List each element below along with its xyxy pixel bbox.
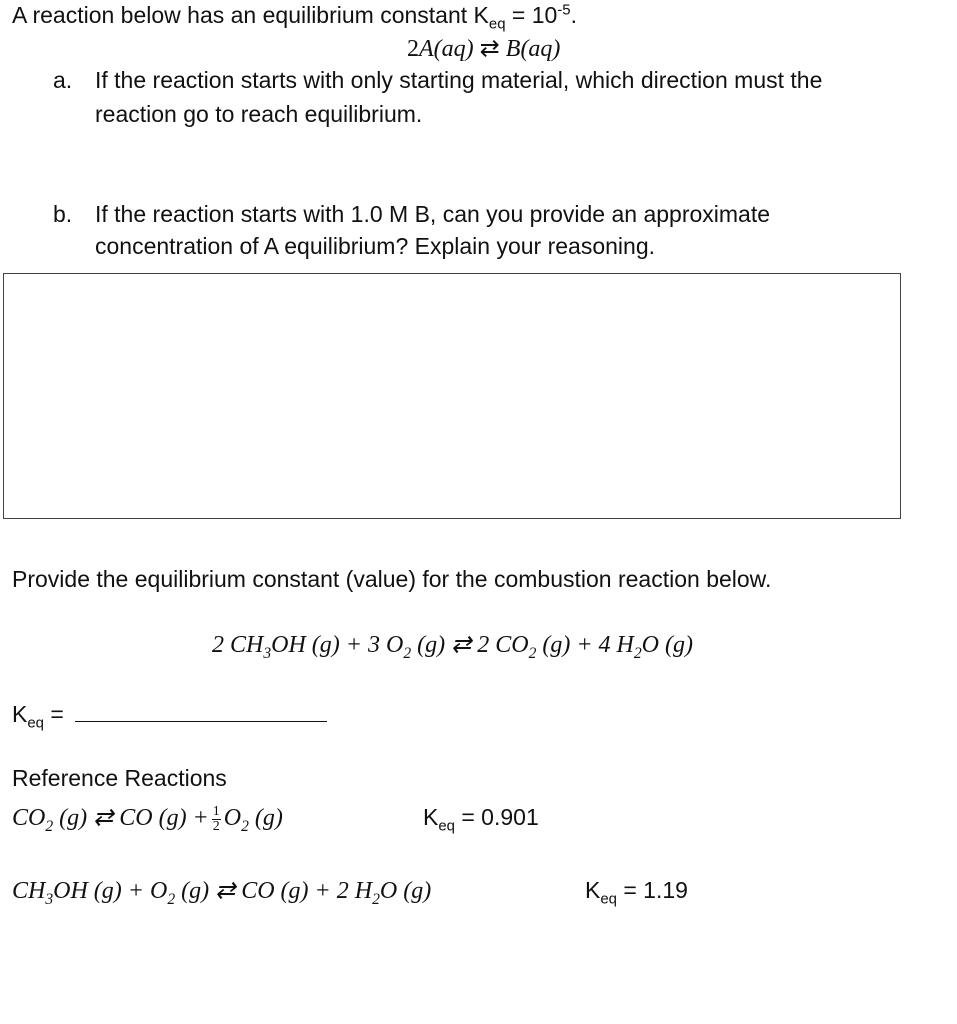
part-a-marker: a. <box>53 67 73 93</box>
part-b-marker: b. <box>53 201 73 227</box>
reaction-a-to-b: 2A(aq) ⇄ B(aq) <box>407 36 561 62</box>
part-b-line-1: If the reaction starts with 1.0 M B, can you provide an approximate <box>95 201 771 227</box>
answer-box[interactable] <box>3 273 901 519</box>
reference-reaction-1: $CO_2$ (g) ⇄ CO (g) + $\frac{1}{2}$ $O_2$ (g) <box>12 803 283 835</box>
reference-title: Reference Reactions <box>12 765 227 791</box>
reference-2-keq: $K_{eq} = 1.19$ <box>585 877 688 908</box>
reference-reaction-2: $CH_3OH$ $(g) + O_2$ (g) ⇄ CO (g) + 2 $H_2O$ (g) <box>12 878 432 908</box>
part-b-line-2: concentration of A equilibrium? Explain your reasoning. <box>95 233 656 259</box>
question-2-prompt: Provide the equilibrium constant (value) for the combustion reaction below. <box>12 566 772 592</box>
combustion-reaction: 2 $CH_3OH$ (g) + 3 $O_2$ (g) ⇄ 2 $CO_2$ (g) + 4 $H_2O$ (g) <box>212 632 693 662</box>
keq-answer-label: $K_{eq}$ = <box>12 701 64 732</box>
keq-answer-blank[interactable] <box>75 721 327 722</box>
part-a-line-2: reaction go to reach equilibrium. <box>95 101 423 127</box>
question-1-intro: A reaction below has an equilibrium constant $K_{eq} = 10^{-5}$. <box>12 1 577 33</box>
part-a-line-1: If the reaction starts with only starting material, which direction must the <box>95 67 823 93</box>
one-half-fraction: $\frac{1}{2}$ <box>212 803 220 834</box>
reference-1-keq: $K_{eq} = 0.901$ <box>423 804 539 835</box>
